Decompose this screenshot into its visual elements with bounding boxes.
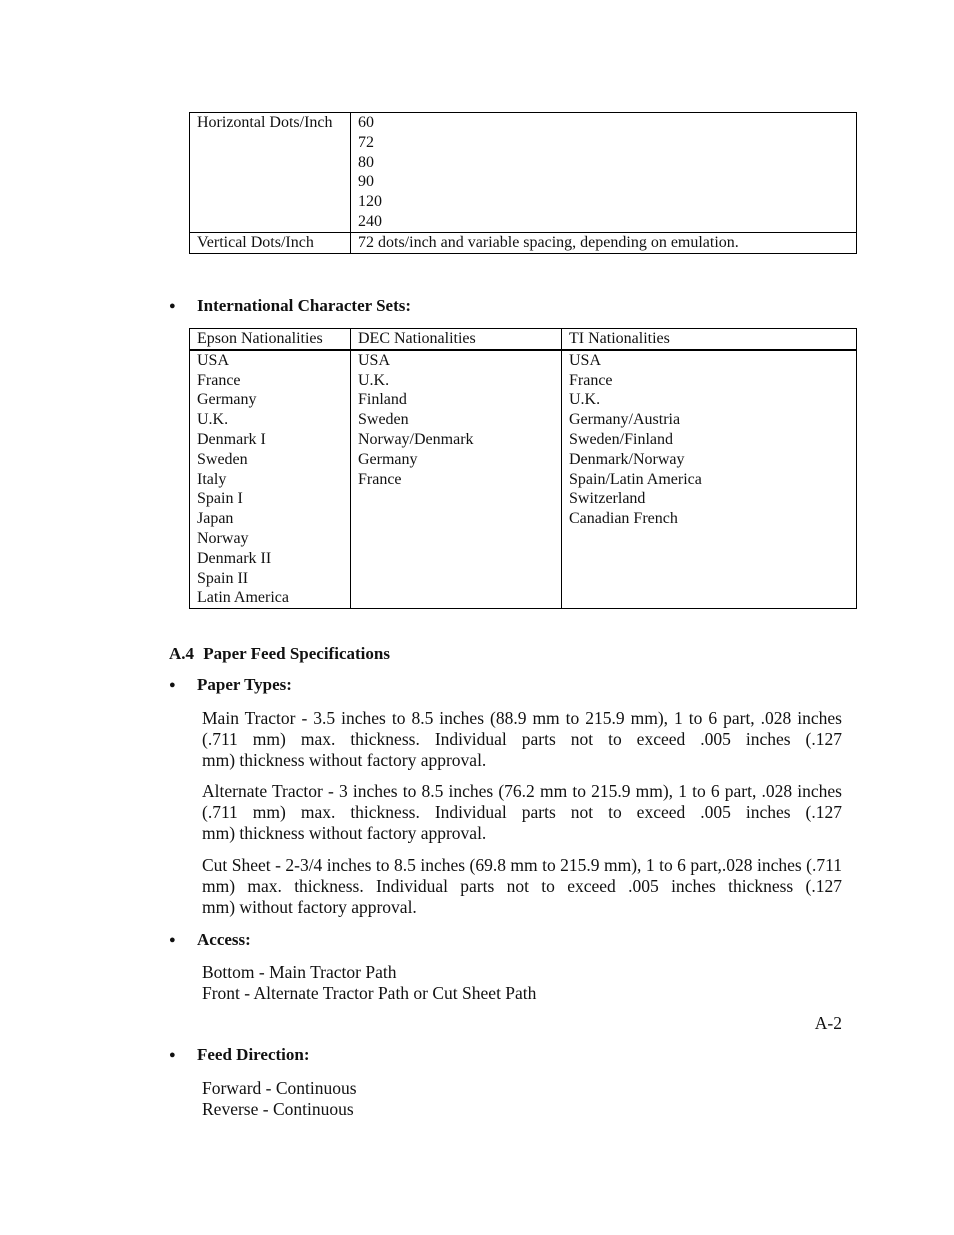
list-item: Japan [197,510,234,528]
list-item: 120 [358,193,382,211]
paragraph-text: mm) without factory approval. [202,897,417,917]
paragraph-text: Alternate Tractor - 3 inches to 8.5 inches (76.2 mm to 215.9 mm), 1 to 6 part, .028 inches (.711 mm) max. thickness. Individual parts not to exceed .005 inches (.127 [202,781,842,822]
cut-sheet-paragraph [202,855,842,918]
list-item: Sweden [197,450,248,468]
vertical-dots-value: 72 dots/inch and variable spacing, depending on emulation. [351,232,857,253]
table-row [190,350,857,609]
list-item: Reverse - Continuous [202,1099,354,1119]
list-item: France [358,470,402,488]
list-item: 80 [358,153,374,171]
feed-direction-lines [202,1078,357,1120]
list-item: Norway [197,529,249,547]
list-item: U.K. [197,411,229,429]
list-item: Italy [197,470,227,488]
list-item: Latin America [197,589,289,607]
ti-list [562,350,857,609]
list-item: U.K. [358,371,390,389]
list-item: Denmark II [197,549,272,567]
list-item: France [197,371,241,389]
table-row [190,232,857,253]
dots-table [189,112,857,254]
epson-list [190,350,351,609]
list-item: 60 [358,114,374,131]
list-item: Norway/Denmark [358,430,474,448]
list-item: Sweden/Finland [569,430,673,448]
list-item: Sweden [358,411,409,429]
list-item: Germany/Austria [569,411,681,429]
section-heading [169,644,390,664]
horizontal-dots-label: Horizontal Dots/Inch [190,113,351,233]
dec-list [351,350,562,609]
feed-direction-heading: Feed Direction: [197,1045,310,1064]
list-item: Spain II [197,569,249,587]
list-item: Front - Alternate Tractor Path or Cut Sheet Path [202,983,537,1003]
paragraph-text: Main Tractor - 3.5 inches to 8.5 inches (88.9 mm to 215.9 mm), 1 to 6 part, .028 inches (.711 mm) max. thickness. Individual parts not to exceed .005 inches (.127 [202,708,842,749]
paragraph-text: mm) thickness without factory approval. [202,823,487,843]
bullet-icon: ● [169,1049,176,1061]
table-row [190,113,857,233]
bullet-icon: ● [169,679,176,691]
access-heading: Access: [197,930,251,949]
vertical-dots-label: Vertical Dots/Inch [190,232,351,253]
list-item: Spain I [197,490,243,508]
intl-table [189,328,857,609]
section-number: A.4 [169,644,195,663]
list-item: 72 [358,133,374,151]
list-item: Bottom - Main Tractor Path [202,962,397,982]
main-tractor-paragraph [202,708,842,771]
list-item: Germany [197,391,257,409]
header-ti: TI Nationalities [562,329,857,350]
access-lines [202,962,536,1004]
header-dec: DEC Nationalities [351,329,562,350]
alternate-tractor-paragraph [202,781,842,844]
list-item: USA [358,351,391,369]
list-item: Finland [358,391,407,409]
paragraph-text: Cut Sheet - 2-3/4 inches to 8.5 inches (69.8 mm to 215.9 mm), 1 to 6 part,.028 inches (.711 mm) max. thickness. Individual parts not to exceed .005 inches thickness (.127 [202,855,842,896]
header-epson: Epson Nationalities [190,329,351,350]
list-item: Canadian French [569,510,678,528]
list-item: Denmark I [197,430,266,448]
list-item: Spain/Latin America [569,470,702,488]
list-item: USA [569,351,602,369]
list-item: France [569,371,613,389]
list-item: USA [197,351,230,369]
list-item: 240 [358,212,382,230]
intl-heading: International Character Sets: [197,296,412,315]
bullet-icon: ● [169,934,176,946]
list-item: 90 [358,173,374,191]
list-item: U.K. [569,391,601,409]
section-title: Paper Feed Specifications [203,644,390,663]
list-item: Forward - Continuous [202,1078,357,1098]
list-item: Germany [358,450,418,468]
horizontal-dots-values [351,113,857,233]
paragraph-text: mm) thickness without factory approval. [202,750,487,770]
page-number: A-2 [814,1013,842,1033]
list-item: Switzerland [569,490,646,508]
bullet-icon: ● [169,300,176,312]
table-header-row [190,329,857,350]
paper-types-heading: Paper Types: [197,675,292,694]
list-item: Denmark/Norway [569,450,685,468]
